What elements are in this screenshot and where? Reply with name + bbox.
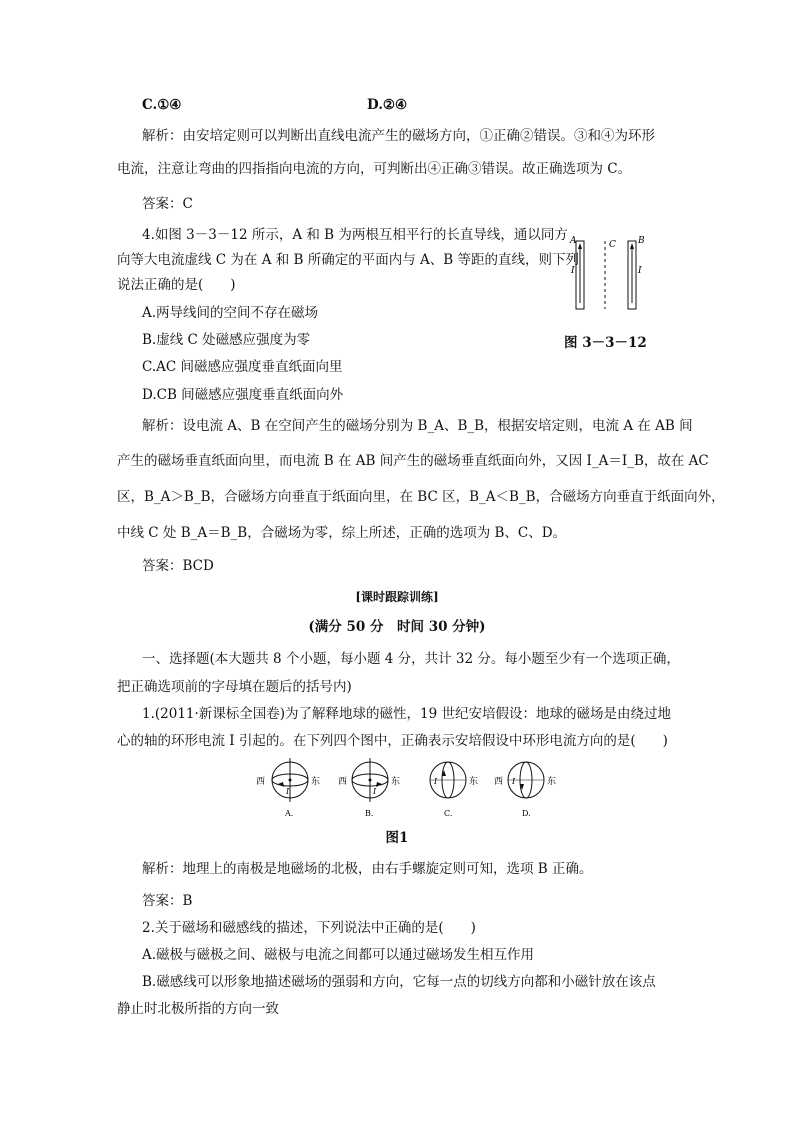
q4-answer: 答案：BCD — [142, 558, 214, 574]
q2-option-b-line2: 静止时北极所指的方向一致 — [117, 1001, 279, 1017]
q4-analysis-line4: 中线 C 处 B_A＝B_B，合磁场为零，综上所述，正确的选项为 B、C、D。 — [117, 525, 567, 541]
q4-analysis-line2: 产生的磁场垂直纸面向里，而电流 B 在 AB 间产生的磁场垂直纸面向外，又因 I_A＝I_B，故在 AC — [117, 453, 709, 469]
q1-stem-line1: 1.(2011·新课标全国卷)为了解释地球的磁性，19 世纪安培假设：地球的磁场是由绕过地 — [142, 706, 672, 722]
label-current-a: I — [571, 266, 575, 276]
section-intro-line1: 一、选择题(本大题共 8 个小题，每小题 4 分，共计 32 分。每小题至少有一个选项正确， — [142, 651, 680, 667]
svg-text:I: I — [512, 777, 516, 786]
svg-text:东: 东 — [547, 777, 556, 787]
figure-option-d — [494, 762, 556, 818]
label-current-b: I — [638, 266, 642, 276]
svg-text:西: 西 — [494, 777, 504, 787]
svg-text:东: 东 — [469, 777, 479, 787]
q1-stem-line2: 心的轴的环形电流 I 引起的。在下列四个图中，正确表示安培假设中环形电流方向的是( ) — [117, 733, 668, 749]
option-d-prev: D.②④ — [367, 97, 408, 113]
svg-text:东: 东 — [311, 777, 321, 787]
figure-caption-1: 图1 — [385, 830, 409, 846]
earth-current-figure — [256, 756, 556, 820]
q4-stem-line3: 说法正确的是( ) — [117, 277, 236, 293]
svg-text:I: I — [286, 787, 290, 796]
q4-stem-line2: 向等大电流虚线 C 为在 A 和 B 所确定的平面内与 A、B 等距的直线，则下列 — [117, 252, 579, 268]
section-title: [课时跟踪训练] — [355, 590, 439, 604]
q4-option-a: A.两导线间的空间不存在磁场 — [142, 305, 319, 321]
q2-option-b-line1: B.磁感线可以形象地描述磁场的强弱和方向，它每一点的切线方向都和小磁针放在该点 — [142, 974, 656, 990]
label-c: C — [609, 240, 616, 250]
q2-stem: 2.关于磁场和磁感线的描述，下列说法中正确的是( ) — [142, 920, 476, 936]
q4-option-d: D.CB 间磁感应强度垂直纸面向外 — [142, 387, 344, 403]
label-a: A — [570, 236, 577, 246]
wires-figure — [566, 233, 656, 313]
label-b: B — [638, 236, 645, 246]
figure-option-b — [338, 758, 400, 818]
figure-caption-3-3-12: 图 3－3－12 — [564, 335, 647, 351]
q4-analysis-line3: 区，B_A＞B_B，合磁场方向垂直于纸面向里，在 BC 区，B_A＜B_B，合磁场方向垂直于纸面向外， — [117, 489, 725, 505]
option-c-prev: C.①④ — [142, 97, 182, 113]
section-subtitle: (满分 50 分 时间 30 分钟) — [308, 619, 486, 635]
svg-text:东: 东 — [391, 777, 401, 787]
q4-stem-line1: 4.如图 3－3－12 所示，A 和 B 为两根互相平行的长直导线，通以同方 — [142, 227, 568, 243]
figure-option-a — [256, 758, 320, 818]
analysis-prev-line1: 解析：由安培定则可以判断出直线电流产生的磁场方向，①正确②错误。③和④为环形 — [142, 128, 655, 144]
q2-option-a: A.磁极与磁极之间、磁极与电流之间都可以通过磁场发生相互作用 — [142, 947, 535, 963]
figure-label-a: A. — [285, 809, 294, 818]
svg-text:西: 西 — [256, 777, 266, 787]
q4-option-b: B.虚线 C 处磁感应强度为零 — [142, 332, 311, 348]
figure-label-c: C. — [444, 809, 453, 818]
figure-option-c — [430, 762, 478, 818]
q1-analysis: 解析：地理上的南极是地磁场的北极，由右手螺旋定则可知，选项 B 正确。 — [142, 861, 593, 877]
answer-prev: 答案：C — [142, 196, 193, 212]
q4-analysis-line1: 解析：设电流 A、B 在空间产生的磁场分别为 B_A、B_B，根据安培定则，电流 A 在 AB 间 — [142, 418, 693, 434]
figure-label-b: B. — [365, 809, 374, 818]
figure-label-d: D. — [522, 809, 531, 818]
analysis-prev-line2: 电流，注意让弯曲的四指指向电流的方向，可判断出④正确③错误。故正确选项为 C。 — [117, 161, 632, 177]
svg-text:I: I — [373, 787, 377, 796]
q1-answer: 答案：B — [142, 893, 193, 909]
q4-option-c: C.AC 间磁感应强度垂直纸面向里 — [142, 359, 343, 375]
svg-text:西: 西 — [338, 777, 348, 787]
svg-text:I: I — [434, 777, 438, 786]
section-intro-line2: 把正确选项前的字母填在题后的括号内) — [117, 679, 352, 695]
